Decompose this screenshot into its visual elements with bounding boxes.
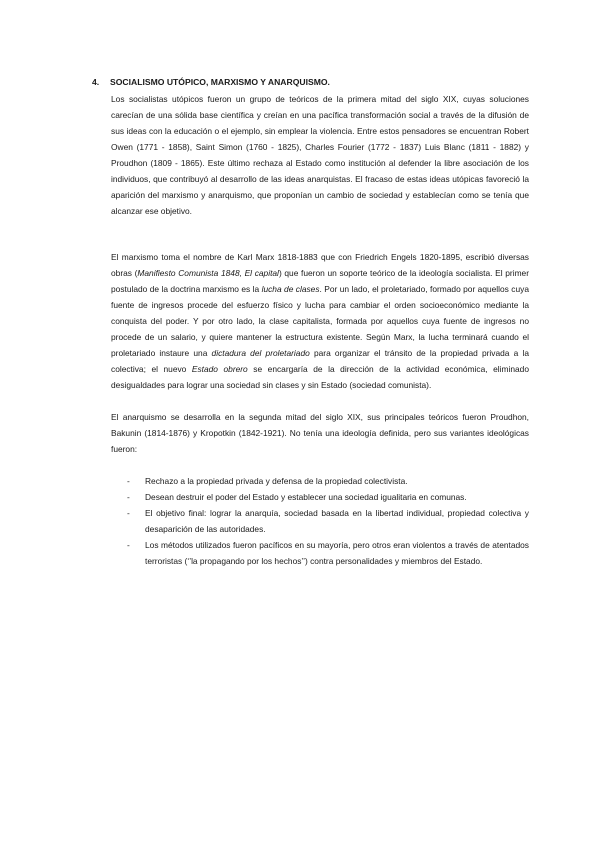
marxismo-works-title: Manifiesto Comunista 1848, El capital [137,268,279,279]
anarquismo-bullet-list [111,474,529,569]
section-number: 4. [92,77,100,87]
bullet-text: Los métodos utilizados fueron pacíficos en su mayoría, pero otros eran violentos a través de atentados terroristas (‘’la propagando por los hechos’’) contra personalidades y miembros del Estado. [145,539,529,566]
marxismo-text-1: El marxismo toma el nombre de Karl Marx 1818-1883 que con Friedrich Engels 1820-1895, escribió diversas obras ( [111,252,529,279]
anarquismo-paragraph: El anarquismo se desarrolla en la segunda mitad del siglo XIX, sus principales teóricos fueron Proudhon, Bakunin (1814-1876) y Kropotkin (1842-1921). No tenía una ideología definida, pero sus variantes ideológicas fueron: [111,412,529,455]
marxismo-dictadura: dictadura del proletariado [211,347,310,358]
marxismo-paragraph [111,250,529,393]
bullet-dash: - [127,507,130,518]
bullet-dash: - [127,491,130,502]
marxismo-lucha-de-clases: lucha de clases [261,284,320,295]
list-item [111,490,529,506]
marxismo-text-4: para organizar el tránsito de la propiedad privada a la colectiva; el nuevo [111,347,529,374]
bullet-dash: - [127,539,130,550]
bullet-text: El objetivo final: lograr la anarquía, sociedad basada en la libertad individual, propiedad colectiva y desaparición de las autoridades. [145,507,529,534]
section-heading [92,76,330,89]
list-item [111,474,529,490]
bullet-text: Rechazo a la propiedad privada y defensa de la propiedad colectivista. [145,476,408,486]
list-item [111,538,529,570]
bullet-dash: - [127,476,130,486]
bullet-text: Desean destruir el poder del Estado y establecer una sociedad igualitaria en comunas. [145,491,467,502]
marxismo-text-5: se encargaría de la dirección de la actividad económica, eliminado desigualdades para lograr una sociedad sin clases y sin Estado (sociedad comunista). [111,363,529,390]
section-title: SOCIALISMO UTÓPICO, MARXISMO Y ANARQUISMO. [110,77,330,87]
marxismo-text-2: ) que fueron un soporte teórico de la ideología socialista. El primer postulado de la doctrina marxismo es la [111,268,529,295]
marxismo-estado-obrero: Estado obrero [191,363,248,374]
list-item [111,506,529,538]
intro-paragraph: Los socialistas utópicos fueron un grupo de teóricos de la primera mitad del siglo XIX, cuyas soluciones carecían de una sólida base científica y creían en una pacífica transformación social a través de la difusión de sus ideas con la educación o el ejemplo, sin emplear la violencia. Entre estos pensadores se encuentran Robert Owen (1771 - 1858), Saint Simon (1760 - 1825), Charles Fourier (1772 - 1837) Luis Blanc (1811 - 1882) y Proudhon (1809 - 1865). Este último rechaza al Estado como institución al defender la libre asociación de los individuos, que contribuyó al desarrollo de las ideas anarquistas. El fracaso de estas ideas utópicas favoreció la aparición del marxismo y anarquismo, que proponían un cambio de sociedad y establecían como se tenía que alcanzar ese objetivo. [111,94,529,216]
marxismo-text-3: . Por un lado, el proletariado, formado por aquellos cuya fuente de ingresos procede del esfuerzo físico y lucha para cambiar el orden socioeconómico mediante la conquista del poder. Y por otro lado, la clase capitalista, formada por aquellos cuya fuente de ingresos no procede de un salario, y quiere mantener la estructura existente. Según Marx, la lucha terminará cuando el proletariado instaure una [111,284,529,358]
